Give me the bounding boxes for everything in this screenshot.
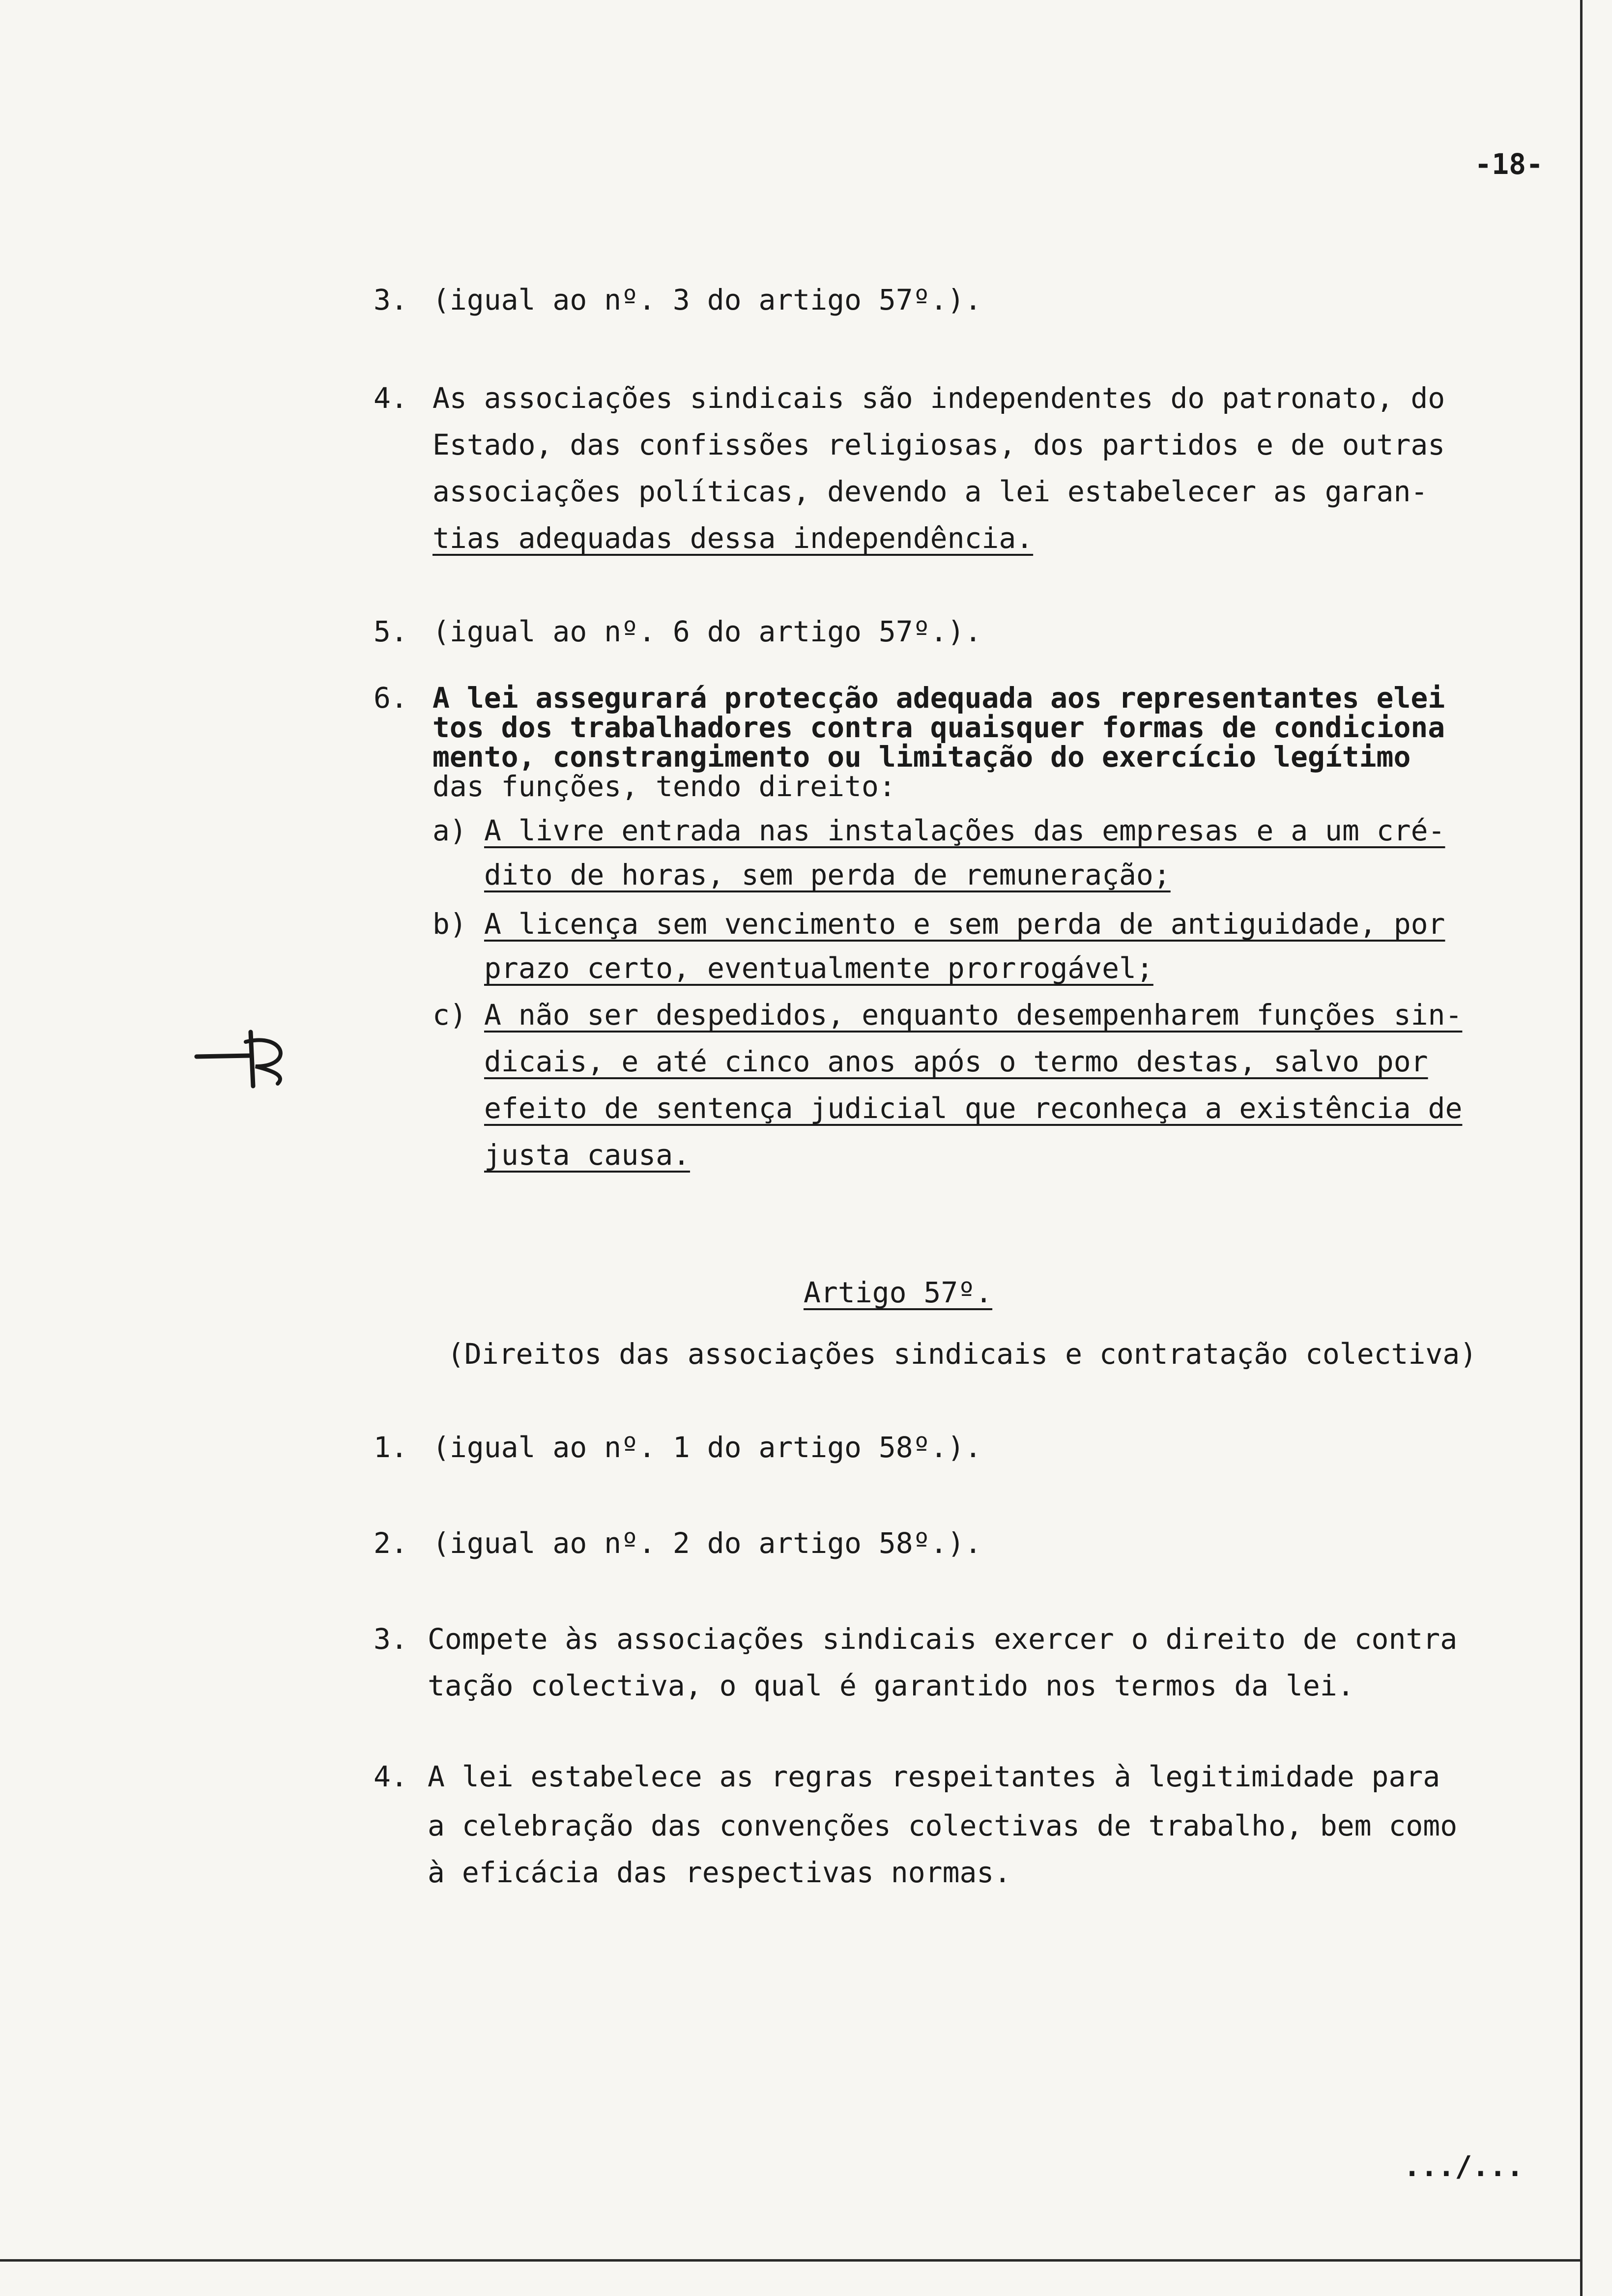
sub-a-line-2: dito de horas, sem perda de remuneração;: [484, 858, 1171, 891]
article-item-2-text: (igual ao nº. 2 do artigo 58º.).: [432, 1526, 982, 1560]
article-item-3-line-2: tação colectiva, o qual é garantido nos termos da lei.: [428, 1669, 1354, 1702]
sub-a-label: a): [432, 814, 467, 847]
article-subtitle: (Direitos das associações sindicais e contratação colectiva): [447, 1337, 1477, 1371]
item-6-line-4: das funções, tendo direito:: [432, 770, 896, 803]
bottom-edge-rule: [0, 2259, 1583, 2262]
article-item-3-line-1: Compete às associações sindicais exercer o direito de contra: [428, 1622, 1458, 1656]
sub-c-line-2: dicais, e até cinco anos após o termo destas, salvo por: [484, 1045, 1428, 1078]
continuation-marker: .../...: [1403, 2150, 1524, 2183]
sub-c-line-3: efeito de sentença judicial que reconheça a existência de: [484, 1091, 1463, 1125]
item-6-number: 6.: [374, 681, 408, 715]
sub-b-line-2: prazo certo, eventualmente prorrogável;: [484, 951, 1153, 985]
item-4-line-3: associações políticas, devendo a lei estabelecer as garan-: [432, 475, 1428, 508]
sub-a-line-1: A livre entrada nas instalações das empresas e a um cré-: [484, 814, 1445, 847]
article-item-3-number: 3.: [374, 1622, 408, 1656]
item-5-text: (igual ao nº. 6 do artigo 57º.).: [432, 615, 982, 648]
sub-c-label: c): [432, 998, 467, 1032]
item-4-line-4: tias adequadas dessa independência.: [432, 521, 1034, 555]
item-6-line-1: A lei assegurará protecção adequada aos representantes elei: [432, 681, 1445, 715]
item-4-line-1: As associações sindicais são independentes do patronato, do: [432, 381, 1445, 415]
item-6-line-3: mento, constrangimento ou limitação do exercício legítimo: [432, 740, 1411, 774]
article-item-4-line-2: a celebração das convenções colectivas de trabalho, bem como: [428, 1809, 1458, 1842]
handwritten-margin-mark-icon: [192, 1022, 300, 1091]
article-title: Artigo 57º.: [804, 1276, 993, 1309]
item-4-number: 4.: [374, 381, 408, 415]
right-edge-rule: [1580, 0, 1583, 2296]
item-4-line-2: Estado, das confissões religiosas, dos partidos e de outras: [432, 428, 1445, 461]
item-3-text: (igual ao nº. 3 do artigo 57º.).: [432, 283, 982, 316]
item-3-number: 3.: [374, 283, 408, 316]
sub-b-line-1: A licença sem vencimento e sem perda de antiguidade, por: [484, 907, 1445, 941]
article-item-4-line-3: à eficácia das respectivas normas.: [428, 1856, 1011, 1889]
article-item-2-number: 2.: [374, 1526, 408, 1560]
article-item-1-number: 1.: [374, 1431, 408, 1464]
sub-c-line-1: A não ser despedidos, enquanto desempenharem funções sin-: [484, 998, 1463, 1032]
article-item-4-number: 4.: [374, 1760, 408, 1793]
article-item-4-line-1: A lei estabelece as regras respeitantes à legitimidade para: [428, 1760, 1440, 1793]
page-number: -18-: [1474, 147, 1543, 181]
item-5-number: 5.: [374, 615, 408, 648]
article-item-1-text: (igual ao nº. 1 do artigo 58º.).: [432, 1431, 982, 1464]
sub-c-line-4: justa causa.: [484, 1138, 691, 1172]
item-6-line-2: tos dos trabalhadores contra quaisquer formas de condiciona: [432, 711, 1445, 744]
sub-b-label: b): [432, 907, 467, 941]
